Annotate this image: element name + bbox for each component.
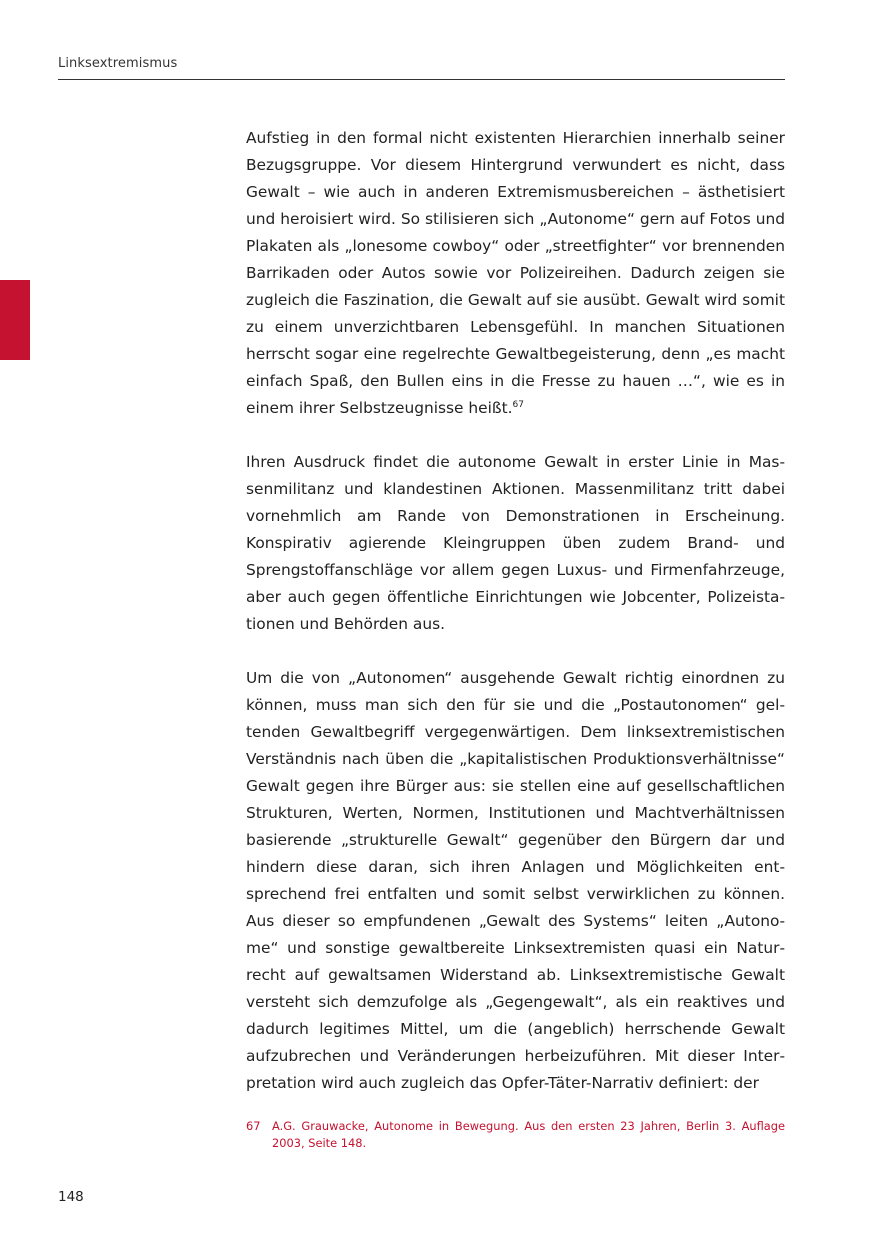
paragraph-1-text: Aufstieg in den formal nicht existenten Hierarchien innerhalb seiner Bezugsgruppe. Vor diesem Hintergrund verwundert es nicht, dass Gewalt – wie auch in anderen Extremismusbereichen – ästhetisiert und heroisiert wird. So stilisieren sich „Autonome“ gern auf Fotos und Plakaten als „lonesome cowboy“ oder „streetfighter“ vor brennenden Barrikaden oder Autos sowie vor Polizeireihen. Dadurch zeigen sie zugleich die Faszination, die Gewalt auf sie ausübt. Gewalt wird somit zu einem unverzichtbaren Lebensgefühl. In manchen Situationen herrscht sogar eine regelrechte Gewaltbegeisterung, denn „es macht einfach Spaß, den Bullen eins in die Fresse zu hauen …“, wie es in einem ihrer Selbstzeugnisse heißt.: [246, 129, 785, 417]
footnote-reference[interactable]: 67: [512, 399, 524, 410]
header-rule: [58, 79, 785, 80]
paragraph-3: Um die von „Autonomen“ ausgehende Gewalt richtig einordnen zu können, muss man sich den für sie und die „Postautonomen“ geltenden Gewaltbegriff vergegenwärtigen. Dem linksextremistischen Verständnis nach üben die „kapitalistischen Produktionsverhältnisse“ Gewalt gegen ihre Bürger aus: sie stellen eine auf gesellschaftlichen Strukturen, Werten, Normen, Institutionen und Machtverhältnissen basierende „strukturelle Gewalt“ gegenüber den Bürgern dar und hindern diese daran, sich ihren Anlagen und Möglichkeiten entsprechend frei entfalten und somit selbst verwirklichen zu können. Aus dieser so empfundenen „Gewalt des Systems“ leiten „Autonome“ und sonstige gewaltbereite Linksextremisten quasi ein Naturrecht auf gewaltsamen Widerstand ab. Linksextremistische Gewalt versteht sich demzufolge als „Gegengewalt“, als ein reaktives und dadurch legitimes Mittel, um die (angeblich) herrschende Gewalt aufzubrechen und Veränderungen herbeizuführen. Mit dieser Interpretation wird auch zugleich das Opfer-Täter-Narrativ definiert: der: [246, 669, 785, 1092]
footnote: [246, 1118, 785, 1152]
running-head: Linksextremismus: [58, 56, 178, 71]
paragraph-1: [246, 125, 785, 422]
footnote-text: A.G. Grauwacke, Autonome in Bewegung. Aus den ersten 23 Jahren, Berlin 3. Auflage 2003, Seite 148.: [272, 1119, 785, 1150]
footnote-number: 67: [246, 1119, 261, 1133]
chapter-marker-tab: [0, 280, 30, 360]
page-number: 148: [58, 1189, 84, 1205]
body-text: [246, 125, 785, 1124]
paragraph-2: Ihren Ausdruck findet die autonome Gewalt in erster Linie in Massenmilitanz und klandestinen Aktionen. Massenmilitanz tritt dabei vornehmlich am Rande von Demonstrationen in Erscheinung. Konspirativ agierende Kleingruppen üben zudem Brand- und Sprengstoffanschläge vor allem gegen Luxus- und Firmenfahrzeuge, aber auch gegen öffentliche Einrichtungen wie Jobcenter, Polizeistationen und Behörden aus.: [246, 453, 785, 633]
